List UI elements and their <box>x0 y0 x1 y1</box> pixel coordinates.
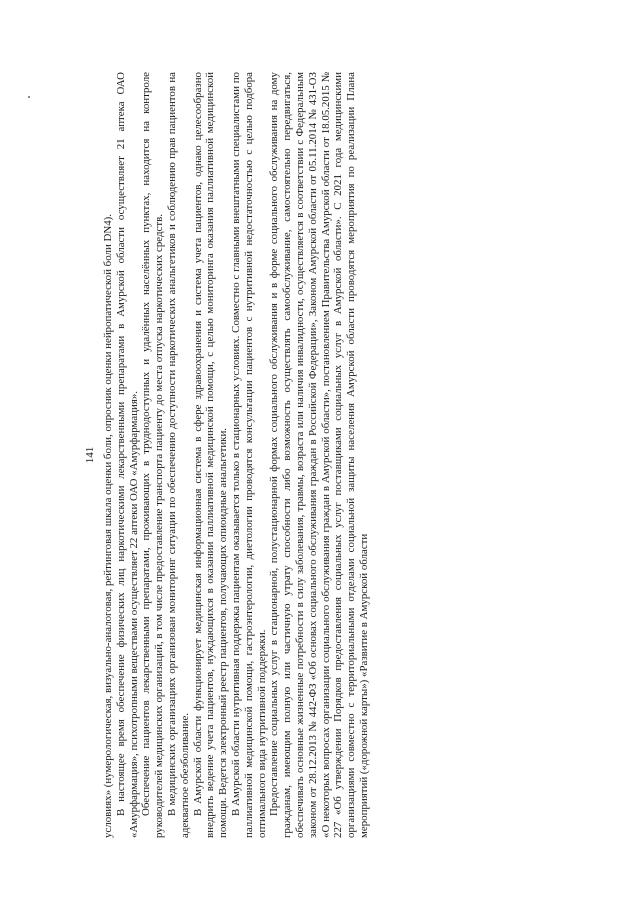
paragraph-5: В Амурской области функционирует медицинская информационная система в сфере здравоохранения и система учета пациентов, однако целесообразно внедрить ведение учета пациентов, нуждающихся в оказании паллиативной медицинской помощи, с целью мониторинга оказания паллиативной медицинской помощи. Ведется электронный реестр пациентов, получающих опиоидные анальгетики. <box>191 72 230 838</box>
paragraph-6: В Амурской области нутритивная поддержка пациентам оказывается только в стационарных условиях. Совместно с главными внештатными специалистами по паллиативной медицинской помощи, гастроэнтерологии, диетологии проводятся консультации пациентов с нутритивной недостаточностью с целью подбора оптимального вида нутритивной поддержки. <box>229 72 268 838</box>
rotated-content <box>84 72 554 838</box>
paragraph-1: условиях» (нумерологическая, визуально-аналоговая, рейтинговая шкала оценки боли, опросник оценки нейропатической боли DN4). <box>102 213 114 838</box>
scan-speck <box>28 96 30 98</box>
body-text <box>102 72 371 838</box>
paragraph-3: Обеспечение пациентов лекарственными препаратами, проживающих в труднодоступных и удалённых населённых пунктах, находится на контроле руководителей медицинских организаций, в том числе предоставление транспорта пациенту до места отпуска наркотических средств. <box>140 72 166 838</box>
page-number: 141 <box>84 446 96 464</box>
paragraph-7: Предоставление социальных услуг в стационарной, полустационарной формах социального обслуживания и в форме социального обслуживания на дому гражданам, имеющим полную или частичную утрату способности либо возможность осуществлять самообслуживание, самостоятельно передвигаться, обеспечивать основные жизненные потребности в силу заболевания, травмы, возраста или наличия инвалидности, осуществляется в соответствии с Федеральным законом от 28.12.2013 № 442-ФЗ «Об основах социального обслуживания граждан в Российской Федерации», Законом Амурской области от 05.11.2014 № 431-ОЗ «О некоторых вопросах организации социального обслуживания граждан в Амурской области», постановлением Правительства Амурской области от 18.05.2015 № 227 «Об утверждении Порядков предоставления социальных услуг поставщиками социальных услуг в Амурской области». С 2021 года медицинскими организациями совместно с территориальными отделами социальной защиты населения Амурской области проводятся мероприятия по реализации Плана мероприятий («дорожной карты») «Развитие в Амурской области <box>268 72 370 838</box>
paragraph-2: В настоящее время обеспечение физических лиц наркотическими лекарственными препаратами в Амурской области осуществляет 21 аптека ОАО «Амурфармация», психотропными веществами осуществляет 22 аптеки ОАО «Амурфармация». <box>114 72 140 838</box>
paragraph-4: В медицинских организациях организован мониторинг ситуации по обеспечению доступности наркотических анальгетиков и соблюдению прав пациентов на адекватное обезболивание. <box>165 72 191 838</box>
